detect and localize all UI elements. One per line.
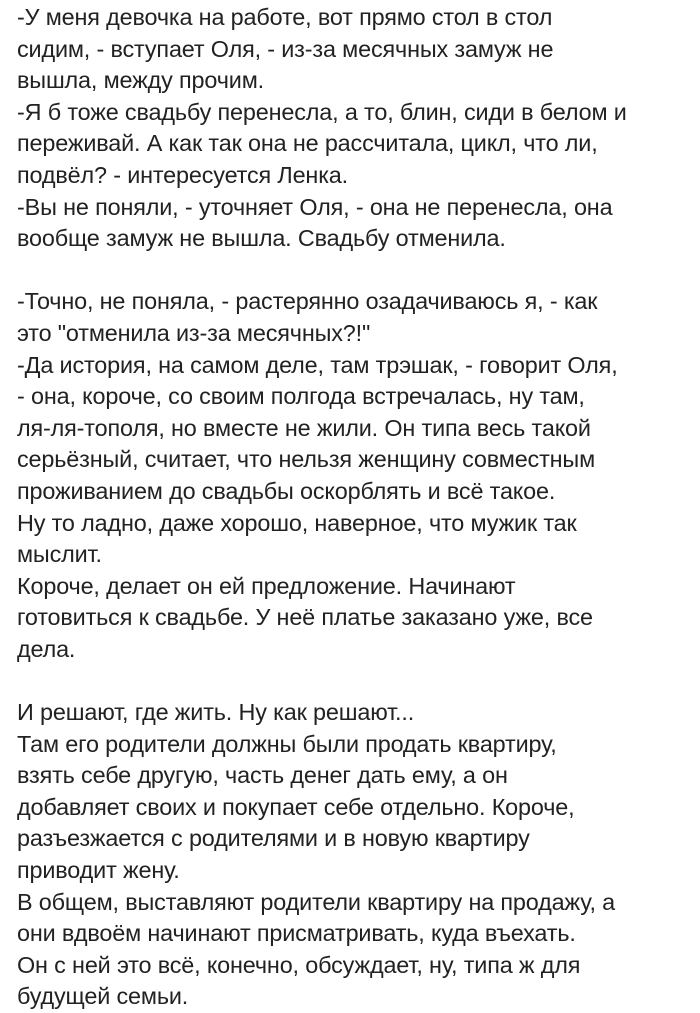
text-line: Он с ней это всё, конечно, обсуждает, ну, типа ж для [17, 951, 581, 978]
text-line: разъезжается с родителями и в новую квартиру [17, 825, 530, 852]
text-line: вышла, между прочим. [17, 67, 264, 94]
text-line: вообще замуж не вышла. Свадьбу отменила. [17, 225, 506, 252]
text-line: дела. [17, 635, 76, 662]
text-line: взять себе другую, часть денег дать ему, а он [17, 762, 508, 789]
text-line: -Я б тоже свадьбу перенесла, а то, блин, сиди в белом и [17, 98, 627, 125]
text-line: будущей семьи. [17, 983, 189, 1010]
text-line: И решают, где жить. Ну как решают... [17, 699, 415, 726]
text-line: они вдвоём начинают присматривать, куда въехать. [17, 920, 576, 947]
text-line: готовиться к свадьбе. У неё платье заказано уже, все [17, 604, 593, 631]
text-line: Там его родители должны были продать квартиру, [17, 730, 557, 757]
text-line: мыслит. [17, 541, 102, 568]
text-line: это "отменила из-за месячных?!" [17, 319, 371, 346]
text-line: серьёзный, считает, что нельзя женщину совместным [17, 446, 596, 473]
text-line: Короче, делает он ей предложение. Начинают [17, 572, 516, 599]
text-line: Ну то ладно, даже хорошо, наверное, что мужик так [17, 509, 577, 536]
paragraph-gap [17, 665, 686, 697]
text-line: приводит жену. [17, 857, 180, 884]
paragraph-gap [17, 255, 686, 287]
text-line: ля-ля-тополя, но вместе не жили. Он типа весь такой [17, 414, 591, 441]
text-line: добавляет своих и покупает себе отдельно. Короче, [17, 793, 575, 820]
paragraph-1 [17, 2, 686, 255]
paragraph-3 [17, 697, 686, 1013]
text-line: переживай. А как так она не рассчитала, цикл, что ли, [17, 130, 598, 157]
text-line: проживанием до свадьбы оскорблять и всё такое. [17, 477, 556, 504]
text-line: -Да история, на самом деле, там трэшак, - говорит Оля, [17, 351, 618, 378]
paragraph-2 [17, 286, 686, 665]
text-line: сидим, - вступает Оля, - из-за месячных замуж не [17, 35, 554, 62]
text-line: - она, короче, со своим полгода встречалась, ну там, [17, 383, 585, 410]
text-line: В общем, выставляют родители квартиру на продажу, а [17, 888, 616, 915]
text-line: подвёл? - интересуется Ленка. [17, 161, 348, 188]
text-line: -У меня девочка на работе, вот прямо стол в стол [17, 4, 553, 30]
text-line: -Вы не поняли, - уточняет Оля, - она не перенесла, она [17, 193, 613, 220]
text-line: -Точно, не поняла, - растерянно озадачиваюсь я, - как [17, 288, 598, 315]
